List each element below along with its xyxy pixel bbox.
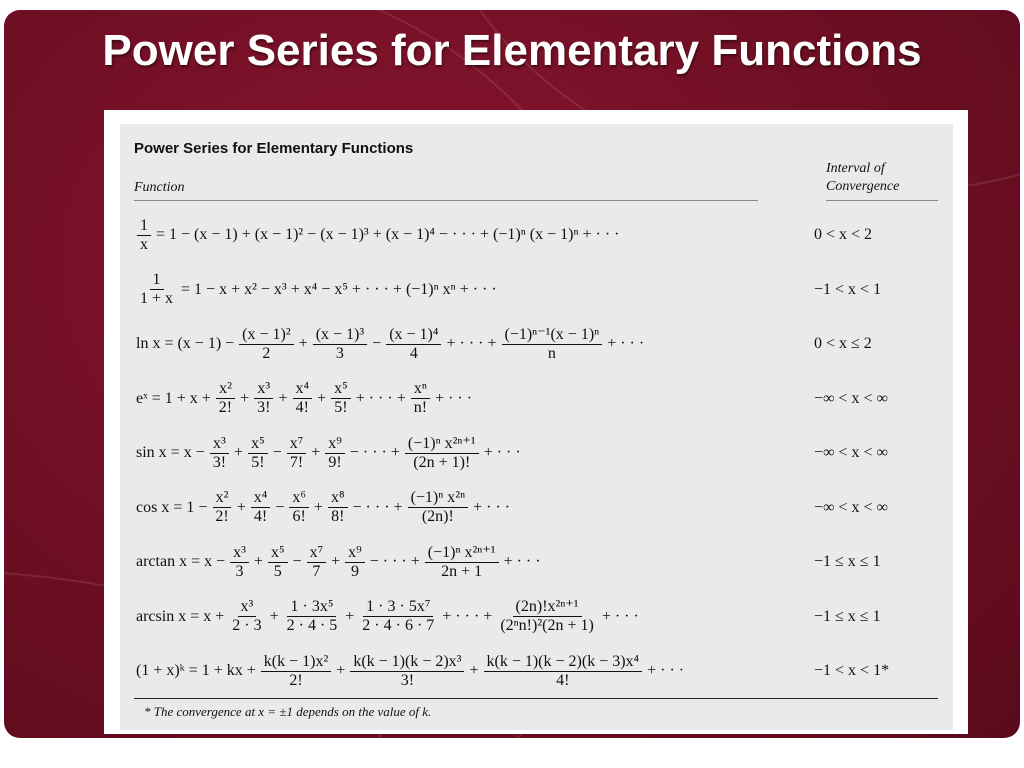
fraction: [137, 217, 151, 254]
series-formula: [134, 217, 814, 254]
fraction: [386, 326, 441, 363]
fraction-denominator: x: [140, 235, 148, 253]
fraction-numerator: x⁷: [287, 435, 307, 454]
fraction-numerator: x³: [210, 435, 229, 454]
series-row: [134, 644, 940, 698]
fraction: [313, 326, 367, 363]
fraction-numerator: (x − 1)³: [313, 326, 367, 345]
fraction-denominator: 2 · 3: [232, 617, 262, 634]
interval-of-convergence: −1 ≤ x ≤ 1: [814, 607, 881, 625]
fraction-numerator: (−1)ⁿ x²ⁿ⁺¹: [425, 544, 499, 563]
fraction-denominator: 6!: [292, 508, 306, 525]
series-formula: [134, 326, 814, 363]
formula-text: − · · · +: [369, 553, 420, 570]
series-row: [134, 426, 940, 480]
fraction: [251, 489, 271, 526]
fraction: [239, 326, 293, 363]
fraction-numerator: k(k − 1)(k − 2)(k − 3)x⁴: [484, 653, 643, 672]
formula-text: +: [313, 498, 323, 516]
formula-text: − · · · +: [349, 444, 400, 461]
fraction: [261, 653, 331, 690]
fraction-numerator: x⁵: [331, 380, 351, 399]
fraction: [287, 435, 307, 472]
interval-header-line2: Convergence: [826, 179, 900, 194]
fraction: [210, 435, 229, 472]
fraction: [331, 380, 351, 417]
interval-header-line1: Interval of: [826, 161, 885, 176]
fraction-numerator: 1: [150, 271, 164, 290]
fraction: [307, 544, 327, 581]
footnote: * The convergence at x = ±1 depends on the value of k.: [144, 704, 432, 719]
fraction-numerator: x⁵: [248, 435, 268, 454]
fraction-numerator: x⁴: [293, 380, 313, 399]
fraction-numerator: x³: [230, 544, 249, 563]
fraction-numerator: x²: [216, 380, 235, 399]
fraction: [484, 653, 643, 690]
fraction-denominator: 7!: [289, 453, 304, 471]
fraction-numerator: (x − 1)⁴: [386, 326, 441, 345]
fraction: [408, 489, 469, 526]
interval-of-convergence: −1 < x < 1*: [814, 662, 890, 679]
series-formula: [134, 653, 814, 690]
formula-text: +: [298, 335, 308, 352]
formula-text: + · · ·: [647, 662, 685, 679]
fraction-denominator: 3: [235, 562, 244, 580]
formula-text: −: [372, 335, 382, 352]
fraction: [502, 326, 603, 363]
fraction: [229, 598, 264, 635]
fraction: [293, 380, 313, 417]
fraction-numerator: k(k − 1)x²: [261, 653, 331, 672]
fraction-denominator: n: [547, 344, 556, 362]
formula-text: +: [336, 662, 346, 679]
fraction-numerator: (2n)!x²ⁿ⁺¹: [513, 598, 582, 617]
series-row: [134, 208, 940, 262]
fraction-numerator: k(k − 1)(k − 2)x³: [350, 653, 464, 672]
series-formula: [134, 544, 814, 581]
formula-text: = 1 − x + x² − x³ + x⁴ − x⁵ + · · · + (−1)ⁿ xⁿ + · · ·: [181, 280, 497, 298]
fraction-denominator: 3!: [212, 453, 227, 471]
fraction: [359, 598, 437, 635]
fraction-numerator: x⁶: [289, 489, 309, 508]
fraction-numerator: x⁴: [251, 489, 271, 508]
fraction: [405, 435, 479, 472]
formula-text: + · · · +: [446, 335, 497, 352]
series-formula: [134, 435, 814, 472]
series-row: [134, 317, 940, 371]
fraction-numerator: x⁵: [268, 544, 288, 563]
formula-text: +: [234, 444, 244, 461]
formula-text: eˣ = 1 + x +: [136, 389, 211, 407]
fraction: [425, 544, 499, 581]
fraction-denominator: 3!: [400, 671, 415, 689]
series-row: [134, 372, 940, 426]
formula-text: − · · · +: [352, 498, 403, 516]
fraction-denominator: 4: [409, 344, 418, 362]
fraction: [328, 489, 348, 526]
interval-header-rule: [826, 200, 938, 201]
fraction-denominator: 8!: [331, 508, 345, 525]
series-row: [134, 535, 940, 589]
fraction-numerator: x³: [238, 598, 257, 617]
fraction-denominator: 2!: [218, 399, 233, 416]
fraction-numerator: x⁹: [325, 435, 345, 454]
fraction: [216, 380, 235, 417]
formula-text: + · · · +: [355, 389, 406, 407]
formula-text: + · · ·: [483, 444, 521, 461]
fraction-denominator: 2!: [215, 508, 229, 525]
formula-text: +: [331, 553, 341, 570]
fraction-numerator: x⁹: [345, 544, 365, 563]
formula-text: −: [292, 553, 302, 570]
series-formula: [134, 598, 814, 635]
fraction: [289, 489, 309, 526]
fraction-denominator: 2n + 1: [441, 562, 483, 580]
interval-of-convergence: −∞ < x < ∞: [814, 389, 888, 407]
interval-of-convergence: 0 < x ≤ 2: [814, 335, 872, 352]
fraction-numerator: xⁿ: [411, 380, 430, 399]
interval-of-convergence: −1 ≤ x ≤ 1: [814, 553, 881, 570]
fraction-numerator: 1: [137, 217, 151, 236]
fraction: [248, 435, 268, 472]
fraction-denominator: 2: [262, 344, 271, 362]
fraction: [137, 271, 176, 308]
formula-text: + · · · +: [442, 607, 493, 625]
fraction: [350, 653, 464, 690]
formula-text: + · · ·: [607, 335, 645, 352]
formula-text: −: [272, 444, 282, 461]
fraction-denominator: 5!: [334, 399, 348, 416]
fraction-denominator: 1 + x: [140, 290, 174, 307]
formula-text: +: [311, 444, 321, 461]
series-row: [134, 481, 940, 535]
interval-column-header: [826, 160, 899, 196]
fraction: [212, 489, 231, 526]
fraction-numerator: 1 · 3 · 5x⁷: [363, 598, 433, 617]
fraction-denominator: 4!: [295, 399, 309, 416]
fraction-denominator: n!: [413, 399, 428, 416]
formula-text: +: [345, 607, 355, 625]
formula-text: +: [469, 662, 479, 679]
fraction-numerator: (−1)ⁿ x²ⁿ⁺¹: [405, 435, 479, 454]
fraction-numerator: x⁷: [307, 544, 327, 563]
fraction: [345, 544, 365, 581]
fraction: [325, 435, 345, 472]
fraction-denominator: (2ⁿn!)²(2n + 1): [500, 617, 594, 634]
formula-text: ln x = (x − 1) −: [136, 335, 235, 352]
series-row: [134, 263, 940, 317]
formula-text: sin x = x −: [136, 444, 205, 461]
fraction-denominator: 2!: [289, 671, 303, 689]
fraction-denominator: (2n + 1)!: [413, 453, 471, 471]
formula-text: −: [275, 498, 285, 516]
formula-text: + · · ·: [473, 498, 511, 516]
slide-background: [4, 10, 1020, 738]
series-row: [134, 590, 940, 644]
fraction: [268, 544, 288, 581]
interval-of-convergence: −∞ < x < ∞: [814, 498, 888, 516]
fraction-denominator: 3: [335, 344, 344, 362]
fraction-denominator: 2 · 4 · 6 · 7: [362, 617, 435, 634]
fraction-numerator: (−1)ⁿ⁻¹(x − 1)ⁿ: [502, 326, 603, 345]
formula-text: + · · ·: [601, 607, 639, 625]
function-header-rule: [134, 200, 758, 201]
formula-text: = 1 − (x − 1) + (x − 1)² − (x − 1)³ + (x − 1)⁴ − · · · + (−1)ⁿ (x − 1)ⁿ + · · ·: [156, 226, 620, 243]
fraction: [230, 544, 249, 581]
footnote-rule: [134, 698, 938, 699]
formula-text: + · · ·: [503, 553, 541, 570]
formula-text: +: [317, 389, 327, 407]
table-title: Power Series for Elementary Functions: [134, 140, 414, 157]
fraction-denominator: 9!: [328, 453, 342, 471]
fraction-denominator: 5: [273, 562, 282, 580]
fraction-denominator: 9: [350, 562, 359, 580]
fraction-numerator: (−1)ⁿ x²ⁿ: [408, 489, 469, 508]
fraction: [254, 380, 273, 417]
interval-of-convergence: 0 < x < 2: [814, 226, 873, 243]
interval-of-convergence: −∞ < x < ∞: [814, 444, 888, 461]
fraction: [284, 598, 341, 635]
formula-text: cos x = 1 −: [136, 498, 208, 516]
fraction-numerator: x⁸: [328, 489, 348, 508]
formula-text: +: [240, 389, 250, 407]
function-column-header: Function: [134, 180, 185, 195]
fraction-denominator: 7: [312, 562, 321, 580]
table-panel: [104, 110, 968, 734]
fraction-denominator: 4!: [253, 508, 268, 525]
fraction-denominator: (2n)!: [421, 508, 454, 525]
formula-text: + · · ·: [435, 389, 473, 407]
formula-text: arctan x = x −: [136, 553, 226, 570]
series-formula: [134, 489, 814, 526]
formula-text: +: [236, 498, 246, 516]
fraction-numerator: 1 · 3x⁵: [287, 598, 336, 617]
formula-text: +: [253, 553, 263, 570]
formula-text: arcsin x = x +: [136, 607, 225, 625]
slide-title: Power Series for Elementary Functions: [102, 26, 922, 75]
series-formula: [134, 271, 814, 308]
fraction-numerator: x³: [254, 380, 273, 399]
fraction-denominator: 2 · 4 · 5: [286, 617, 338, 634]
formula-text: (1 + x)ᵏ = 1 + kx +: [136, 662, 256, 679]
fraction: [497, 598, 597, 635]
power-series-table: [120, 124, 953, 730]
fraction-denominator: 4!: [556, 671, 570, 689]
fraction-denominator: 5!: [251, 453, 265, 471]
fraction-denominator: 3!: [257, 399, 271, 416]
formula-text: +: [278, 389, 288, 407]
series-formula: [134, 380, 814, 417]
fraction-numerator: (x − 1)²: [239, 326, 293, 345]
interval-of-convergence: −1 < x < 1: [814, 280, 882, 298]
formula-text: +: [269, 607, 279, 625]
fraction: [411, 380, 430, 417]
fraction-numerator: x²: [213, 489, 232, 508]
